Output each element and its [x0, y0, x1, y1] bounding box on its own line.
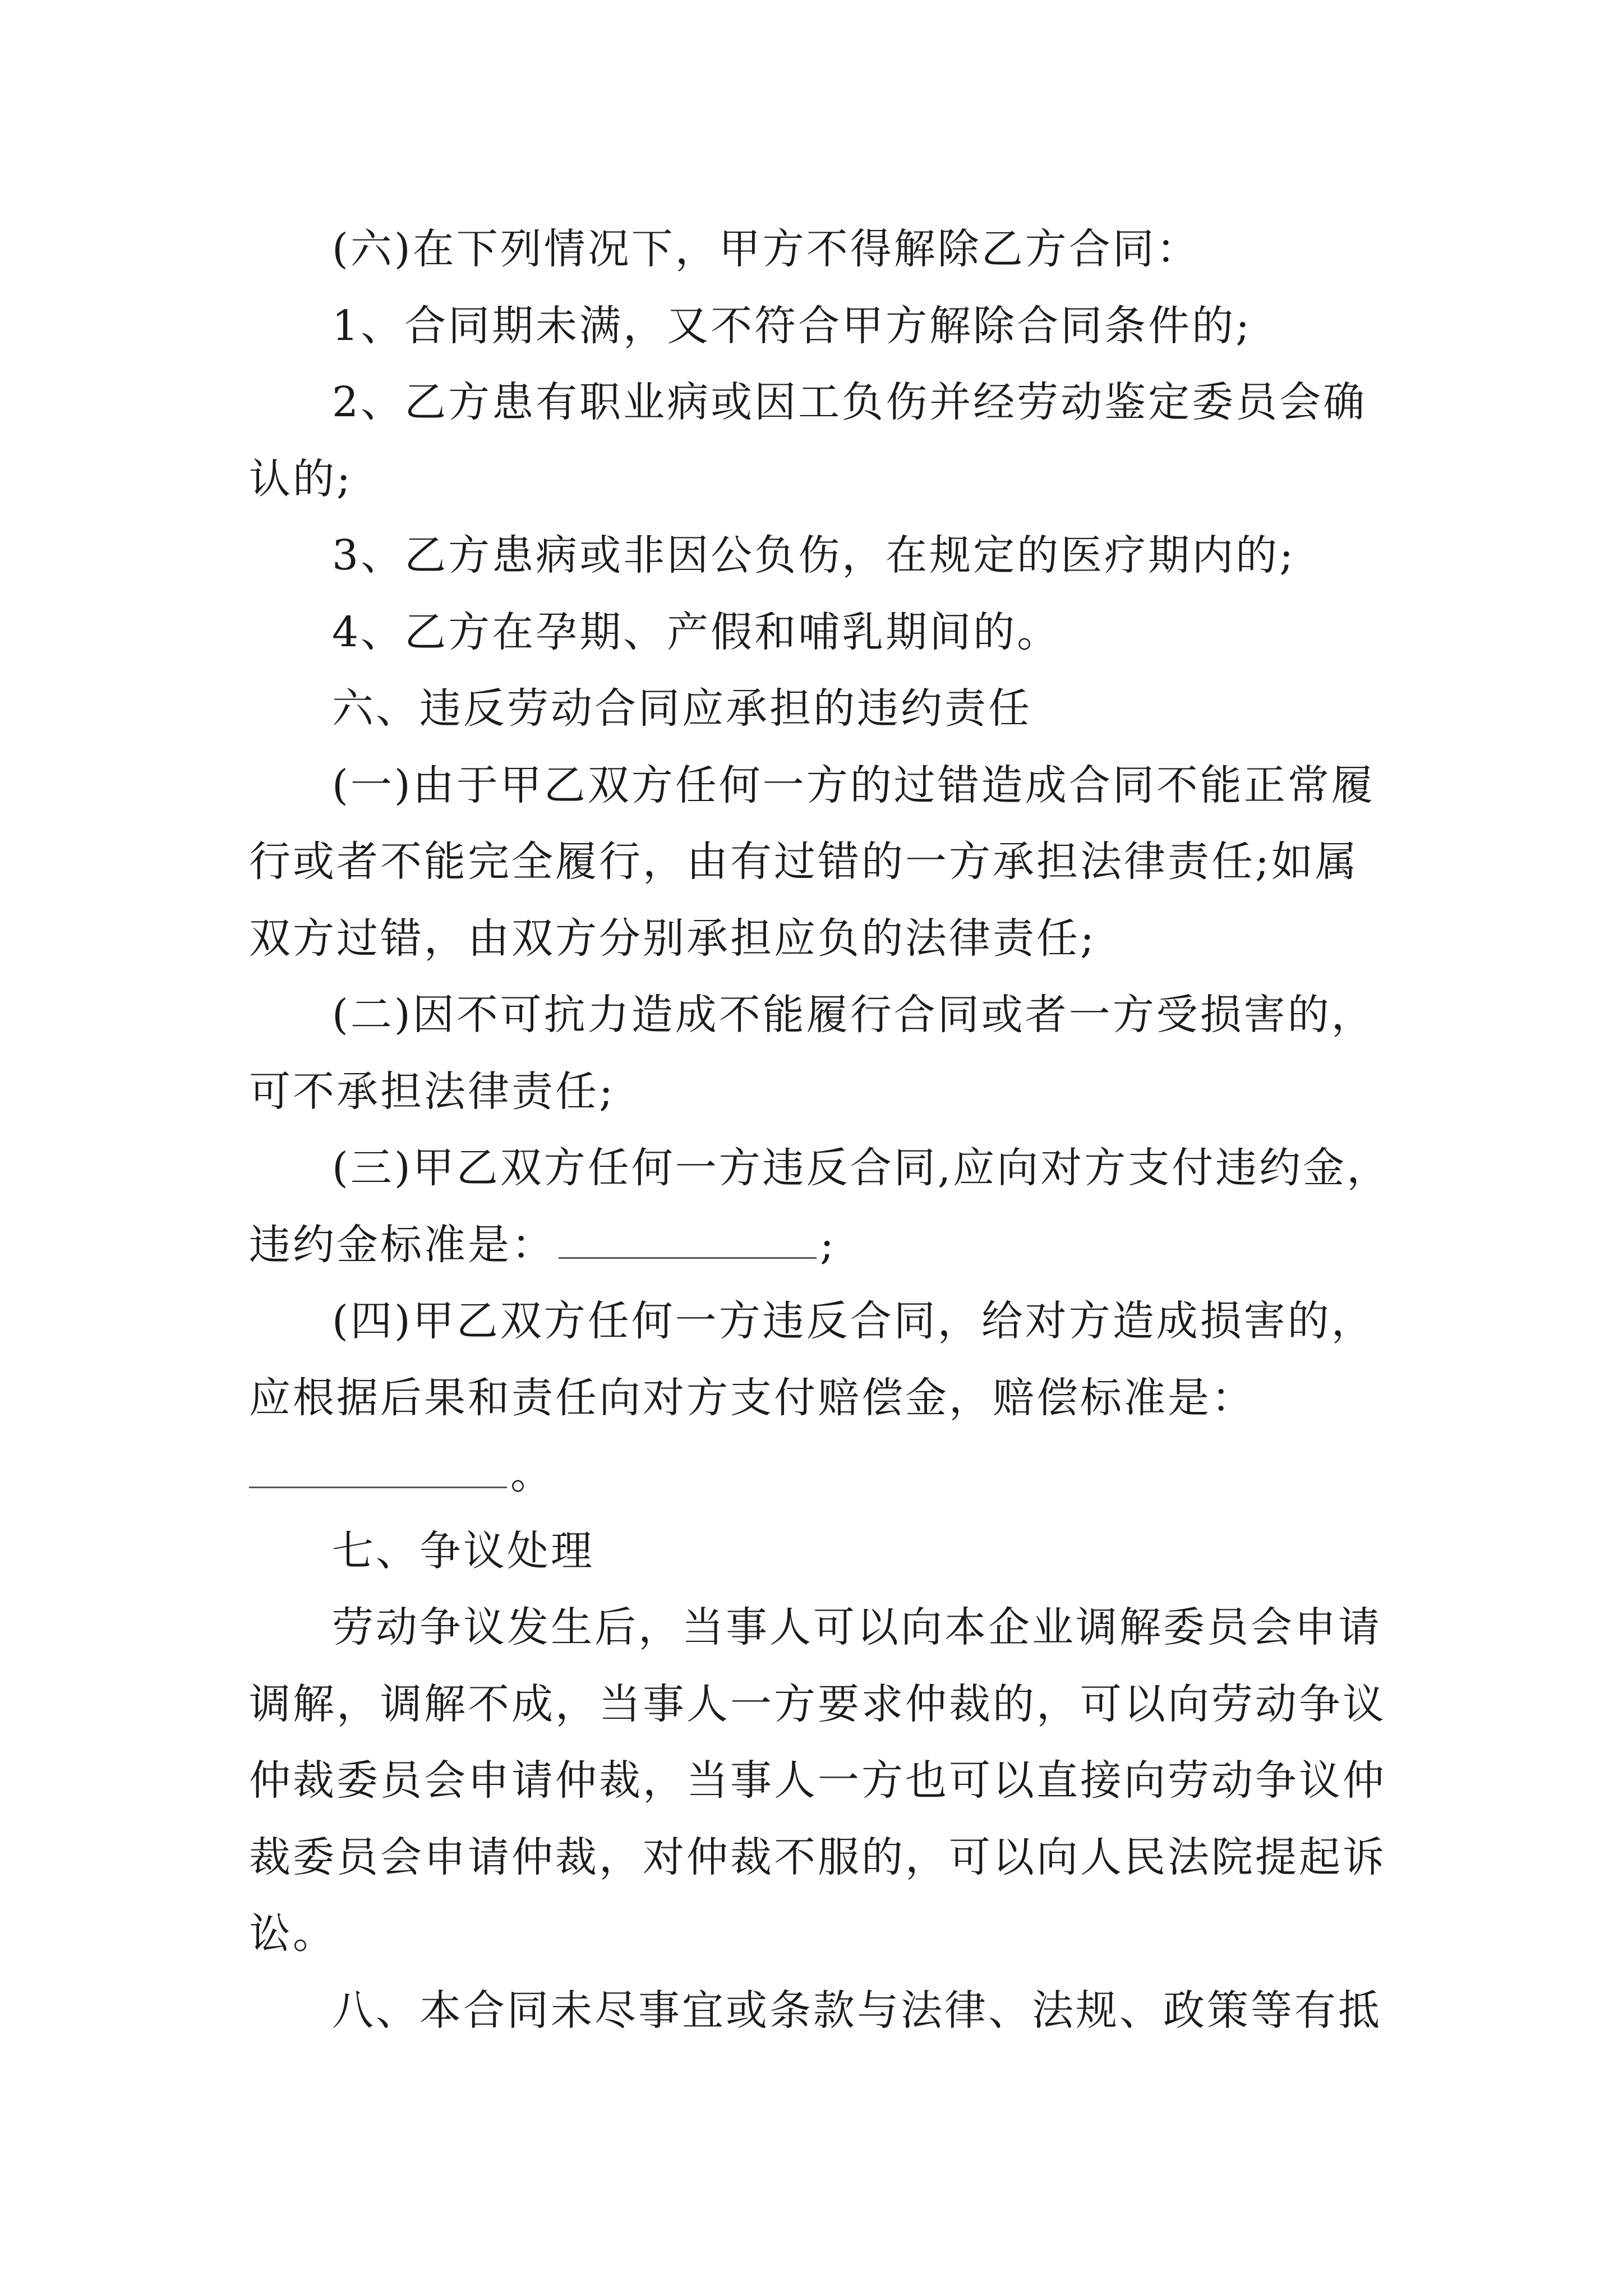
compensation-clause-text: (四)甲乙双方任何一方违反合同，给对方造成损害的，应根据后果和责任向对方支付赔偿金，赔偿标准是：: [249, 1297, 1375, 1422]
clause-six-no-termination: (六)在下列情况下，甲方不得解除乙方合同：: [332, 225, 1200, 273]
dispute-resolution-text: 劳动争议发生后，当事人可以向本企业调解委员会申请调解，调解不成，当事人一方要求仲裁的，可以向劳动争议仲裁委员会申请仲裁，当事人一方也可以直接向劳动争议仲裁委员会申请仲裁，对仲裁不服的，可以向人民法院提起诉讼。: [249, 1603, 1386, 1958]
penalty-clause-end: ;: [820, 1220, 836, 1269]
penalty-clause-text: (三)甲乙双方任何一方违反合同,应向对方支付违约金，违约金标准是：: [249, 1144, 1391, 1269]
section-eight-text: 八、本合同未尽事宜或条款与法律、法规、政策等有抵: [332, 1986, 1382, 2035]
section-seven-heading: 七、争议处理: [332, 1526, 594, 1575]
liability-clause-4: [249, 1283, 1393, 1513]
condition-3: 3、乙方患病或非因公负伤，在规定的医疗期内的;: [332, 531, 1296, 579]
compensation-standard-blank: [249, 1453, 507, 1488]
liability-clause-2: (二)因不可抗力造成不能履行合同或者一方受损害的，可不承担法律责任;: [249, 991, 1375, 1116]
document-body: [249, 211, 1393, 2049]
penalty-standard-blank: [559, 1223, 817, 1259]
condition-2: 2、乙方患有职业病或因工负伤并经劳动鉴定委员会确认的;: [249, 378, 1367, 503]
liability-clause-3: [249, 1130, 1393, 1283]
condition-1: 1、合同期未满，又不符合甲方解除合同条件的;: [332, 301, 1252, 350]
condition-4: 4、乙方在孕期、产假和哺乳期间的。: [332, 608, 1061, 656]
liability-clause-1: (一)由于甲乙双方任何一方的过错造成合同不能正常履行或者不能完全履行，由有过错的一方承担法律责任;如属双方过错，由双方分别承担应负的法律责任;: [249, 761, 1375, 963]
compensation-clause-end: 。: [510, 1450, 554, 1498]
section-six-heading: 六、违反劳动合同应承担的违约责任: [332, 684, 1032, 733]
